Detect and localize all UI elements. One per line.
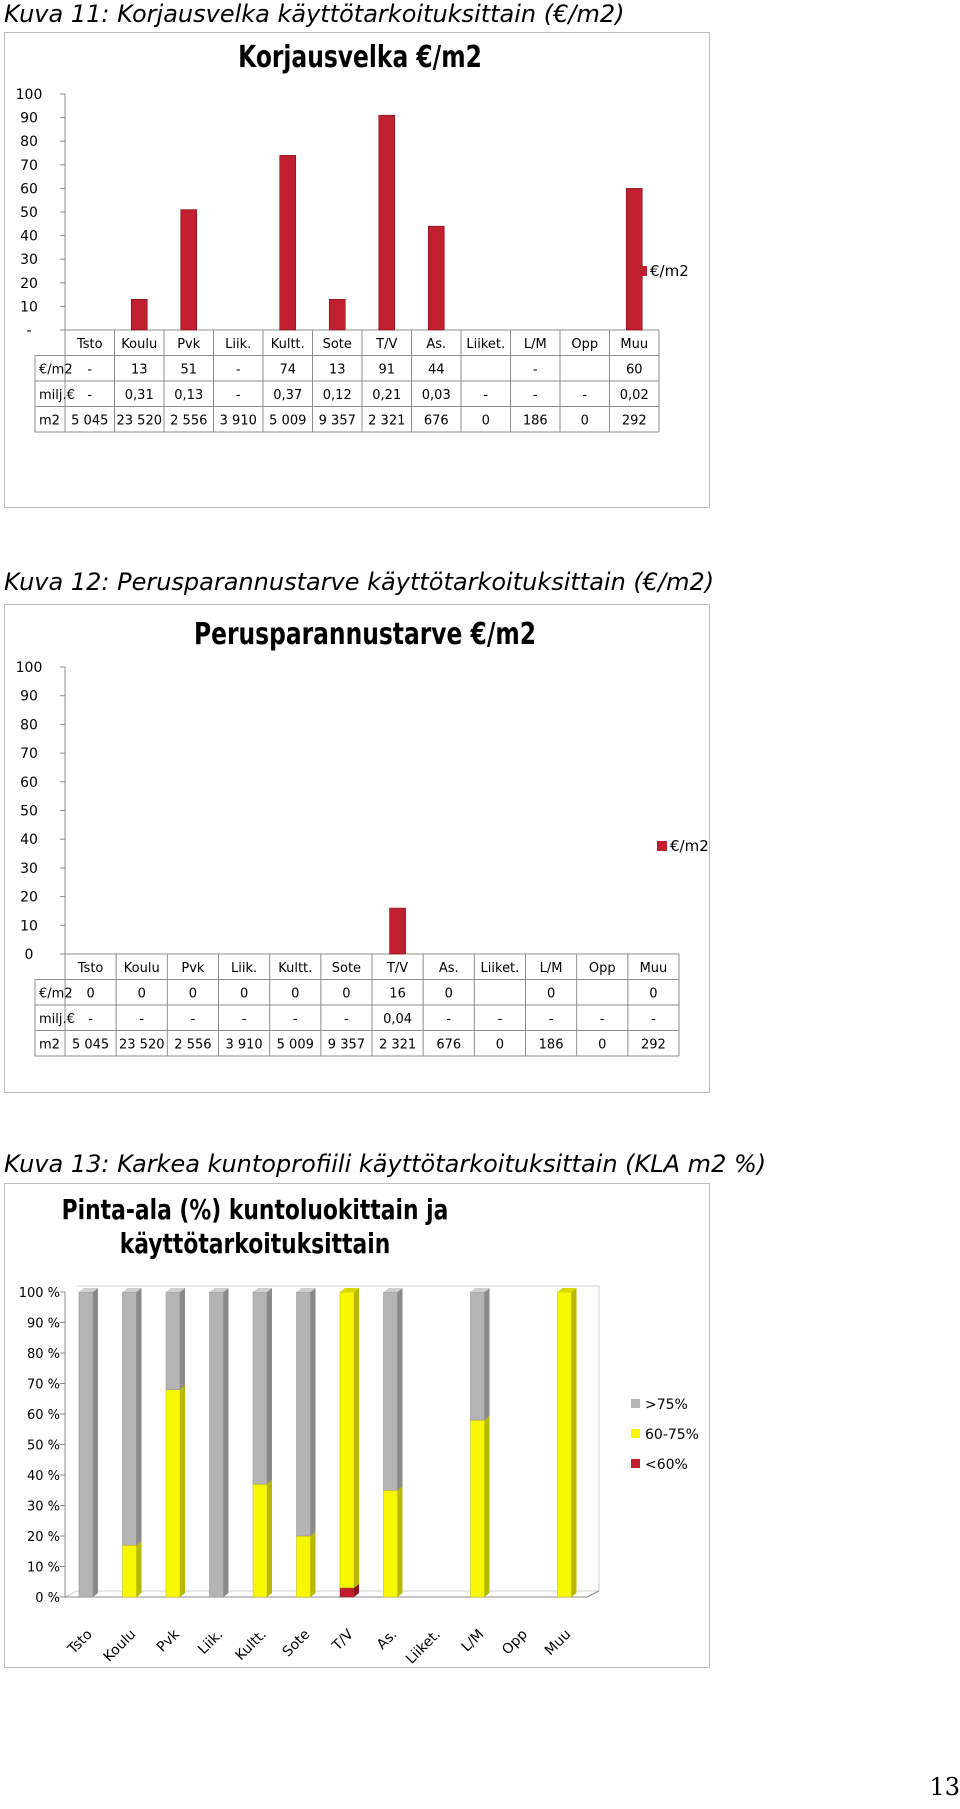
table-cell: 5 009 (269, 413, 307, 429)
y-tick-label: 10 % (26, 1560, 60, 1576)
category-label-pvk: Pvk (153, 1626, 183, 1656)
y-tick-label: 100 (15, 660, 43, 676)
y-tick-label: 0 (24, 947, 34, 963)
bar-sote (329, 299, 345, 330)
table-cell: - (651, 1012, 656, 1027)
table-cell: 51 (180, 362, 198, 378)
table-cell: 2 556 (174, 1037, 212, 1053)
y-tick-label: 20 (20, 889, 38, 906)
table-cell: - (235, 362, 241, 378)
y-tick-label: 70 % (26, 1377, 60, 1393)
bar-t-v (379, 115, 395, 330)
table-cell: 74 (279, 362, 297, 378)
table-cell: 13 (328, 362, 346, 378)
table-cell: 2 556 (170, 413, 208, 429)
table-cell: - (88, 1012, 93, 1027)
chart-perusparannustarve (5, 605, 709, 1092)
y-tick-label: 70 (20, 157, 38, 174)
y-tick-label: 80 (20, 717, 38, 734)
y-tick-label: 30 % (26, 1499, 60, 1515)
category-label-opp: Opp (588, 961, 616, 976)
y-tick-label: 100 (15, 87, 43, 103)
table-cell: 0,12 (322, 388, 352, 403)
category-label-sote: Sote (279, 1626, 314, 1661)
table-cell: - (241, 1012, 247, 1027)
table-cell: - (139, 1012, 145, 1027)
bar-kultt (280, 155, 296, 330)
table-cell: 23 520 (119, 1037, 165, 1053)
table-cell: 2 321 (368, 413, 406, 429)
category-label-kultt: Kultt. (232, 1626, 270, 1664)
category-label-opp: Opp (499, 1626, 531, 1659)
category-label-koulu: Koulu (121, 337, 158, 352)
category-label-koulu: Koulu (123, 961, 160, 976)
y-tick-label: 80 % (26, 1347, 60, 1362)
y-tick-label: 70 (20, 746, 38, 763)
legend-label: 60-75% (645, 1427, 699, 1443)
chart-title-line-2: käyttötarkoituksittain (119, 1227, 391, 1260)
table-cell: 186 (538, 1037, 564, 1053)
y-tick-label: 60 (20, 181, 38, 198)
y-tick-label: 40 (20, 832, 38, 849)
floor-edge (587, 1591, 599, 1597)
table-cell: - (87, 388, 93, 403)
legend-swatch-eur-m2 (657, 841, 667, 851)
table-cell: 9 357 (318, 413, 356, 429)
table-cell: 2 321 (378, 1037, 417, 1053)
legend-label: >75% (645, 1397, 688, 1413)
bar-t-v-alle-60 (340, 1588, 354, 1597)
bar-t-v (390, 908, 406, 954)
y-tick-label: 40 % (26, 1469, 60, 1484)
category-label-as: As. (438, 961, 459, 976)
bar-kultt-60-75-side (267, 1480, 272, 1597)
category-label-liiket: Liiket. (466, 337, 506, 352)
table-cell: 676 (423, 413, 449, 429)
bar-as-yli-75 (384, 1292, 398, 1490)
table-cell: 0,21 (372, 388, 402, 403)
category-label-tsto: Tsto (76, 337, 103, 352)
table-cell: 0 (137, 986, 146, 1002)
bar-pvk-60-75-side (180, 1386, 185, 1597)
table-cell: 0 (239, 986, 249, 1002)
table-cell: 0 (342, 986, 351, 1002)
category-label-sote: Sote (322, 337, 352, 352)
table-cell: 0 (546, 986, 556, 1002)
y-tick-label: - (26, 323, 32, 339)
table-cell: 9 357 (327, 1037, 366, 1053)
bar-l-m-yli-75-side (485, 1288, 490, 1420)
bar-pvk-60-75 (166, 1390, 180, 1597)
table-row-label: milj.€ (39, 1012, 75, 1027)
table-row-label: m2 (39, 1037, 60, 1053)
bar-muu (626, 188, 642, 330)
page-number: 13 (929, 1773, 960, 1801)
table-cell: 186 (522, 413, 548, 429)
category-label-l-m: L/M (539, 961, 563, 976)
figure-caption-13: Kuva 13: Karkea kuntoprofiili käyttötarkoituksittain (KLA m2 %) (4, 1150, 767, 1178)
chart-panel-korjausvelka (4, 32, 710, 508)
bar-pvk-yli-75 (166, 1292, 180, 1390)
table-cell: - (87, 362, 93, 378)
table-cell: 0 (291, 986, 300, 1002)
figure-caption-12: Kuva 12: Perusparannustarve käyttötarkoituksittain (€/m2) (4, 568, 715, 596)
chart-title: Korjausvelka €/m2 (238, 40, 482, 75)
y-tick-label: 20 % (26, 1530, 60, 1545)
category-label-kultt: Kultt. (278, 961, 313, 976)
category-label-l-m: L/M (523, 337, 547, 352)
category-label-liik: Liik. (195, 1626, 227, 1658)
y-tick-label: 30 (20, 252, 38, 269)
y-tick-label: 50 (20, 205, 38, 221)
bar-tsto-yli-75-side (93, 1288, 98, 1597)
table-cell: 0 (444, 986, 453, 1002)
bar-pvk (181, 210, 197, 330)
category-label-as: As. (373, 1626, 401, 1653)
category-label-liiket: Liiket. (480, 961, 520, 976)
table-cell: 0 (495, 1037, 505, 1053)
table-cell: - (190, 1012, 196, 1027)
category-label-t-v: T/V (376, 337, 398, 352)
table-cell: 0 (188, 986, 198, 1002)
bar-t-v-60-75 (340, 1292, 354, 1588)
table-cell: 60 (625, 362, 643, 378)
table-cell: 0,37 (273, 388, 303, 403)
table-cell: - (483, 388, 489, 403)
legend-label: €/m2 (670, 837, 709, 855)
table-cell: - (582, 388, 588, 403)
table-cell: 13 (130, 362, 148, 378)
table-cell: 0 (598, 1037, 607, 1053)
figure-caption-11: Kuva 11: Korjausvelka käyttötarkoituksittain (€/m2) (4, 0, 625, 28)
bar-kultt-yli-75-side (267, 1288, 272, 1484)
table-row-label: m2 (39, 413, 60, 429)
category-label-tsto: Tsto (77, 961, 104, 976)
legend-swatch-yli-75 (631, 1399, 640, 1408)
bar-as (428, 226, 444, 330)
bar-sote-yli-75 (297, 1292, 311, 1536)
category-label-pvk: Pvk (181, 961, 205, 976)
category-label-koulu: Koulu (100, 1626, 140, 1666)
table-cell: 676 (436, 1037, 462, 1053)
table-row-label: €/m2 (39, 986, 73, 1002)
back-wall-floor-line (65, 1591, 599, 1597)
category-label-muu: Muu (620, 337, 649, 352)
legend-swatch-60-75 (631, 1429, 640, 1438)
bar-pvk-yli-75-side (180, 1288, 185, 1390)
y-tick-label: 10 (20, 918, 38, 935)
bar-koulu-yli-75-side (137, 1288, 142, 1545)
category-label-opp: Opp (571, 337, 599, 352)
table-cell: 0 (580, 413, 589, 429)
bar-liik-yli-75 (210, 1292, 224, 1597)
bar-tsto-yli-75 (79, 1292, 93, 1597)
y-tick-label: 10 (20, 299, 38, 316)
table-cell: 5 009 (276, 1037, 314, 1053)
table-cell: 5 045 (71, 1037, 110, 1053)
table-cell: - (532, 362, 538, 378)
y-tick-label: 40 (20, 228, 38, 245)
table-cell: - (548, 1012, 554, 1027)
bar-sote-60-75-side (311, 1532, 316, 1597)
table-cell: - (599, 1012, 605, 1027)
bar-koulu-60-75-side (137, 1541, 142, 1597)
bar-as-yli-75-side (398, 1288, 403, 1490)
table-cell: 0 (86, 986, 95, 1002)
category-label-liik: Liik. (225, 337, 252, 352)
category-label-muu: Muu (541, 1626, 575, 1659)
chart-title: Perusparannustarve €/m2 (193, 617, 537, 652)
y-tick-label: 50 % (26, 1438, 60, 1454)
bar-koulu-yli-75 (123, 1292, 137, 1545)
chart-panel-perusparannustarve (4, 604, 710, 1093)
category-label-tsto: Tsto (65, 1626, 96, 1658)
bar-liik-yli-75-side (224, 1288, 229, 1597)
category-label-l-m: L/M (458, 1626, 488, 1656)
bar-koulu-60-75 (123, 1545, 137, 1597)
y-tick-label: 100 % (18, 1286, 60, 1301)
bar-sote-yli-75-side (311, 1288, 316, 1536)
table-cell: 0 (649, 986, 658, 1002)
bar-kultt-yli-75 (253, 1292, 267, 1484)
category-label-liiket: Liiket. (402, 1626, 444, 1667)
table-cell: 0,31 (124, 388, 154, 403)
bar-as-60-75-side (398, 1486, 403, 1597)
y-tick-label: 90 (20, 110, 38, 127)
table-cell: 292 (641, 1037, 666, 1053)
table-cell: 0,03 (421, 388, 451, 403)
table-row-label: milj.€ (39, 388, 75, 403)
bar-as-60-75 (384, 1490, 398, 1597)
y-tick-label: 20 (20, 275, 38, 292)
category-label-as: As. (426, 337, 447, 352)
bar-l-m-60-75-side (485, 1416, 490, 1597)
table-cell: 5 045 (71, 413, 109, 429)
table-cell: - (532, 388, 538, 403)
y-tick-label: 30 (20, 860, 38, 877)
legend-label: <60% (645, 1457, 688, 1473)
table-cell: 3 910 (219, 413, 257, 429)
category-label-kultt: Kultt. (270, 337, 305, 352)
bar-koulu (131, 299, 147, 330)
table-cell: 16 (389, 986, 406, 1002)
table-row-label: €/m2 (39, 362, 73, 378)
chart-title-line-1: Pinta-ala (%) kuntoluokittain ja (61, 1193, 449, 1226)
table-cell: 0,04 (383, 1012, 413, 1027)
table-cell: - (235, 388, 241, 403)
table-cell: 0 (481, 413, 490, 429)
bar-l-m-60-75 (471, 1420, 485, 1597)
table-cell: 23 520 (116, 413, 162, 429)
category-label-muu: Muu (639, 961, 668, 976)
category-label-liik: Liik. (231, 961, 258, 976)
table-cell: - (446, 1012, 452, 1027)
bar-t-v-60-75-side (354, 1288, 359, 1588)
y-tick-label: 0 % (35, 1591, 60, 1606)
table-cell: - (497, 1012, 503, 1027)
y-tick-label: 90 % (26, 1316, 60, 1332)
table-cell: 91 (378, 362, 396, 378)
bar-muu-60-75 (558, 1292, 572, 1597)
y-tick-label: 60 % (26, 1408, 60, 1423)
table-cell: 292 (621, 413, 647, 429)
legend-label: €/m2 (650, 262, 689, 280)
category-label-t-v: T/V (329, 1626, 357, 1654)
table-cell: 0,13 (174, 388, 204, 403)
category-label-t-v: T/V (386, 961, 409, 976)
category-label-sote: Sote (331, 961, 362, 976)
y-tick-label: 80 (20, 134, 38, 151)
y-tick-label: 90 (20, 688, 38, 705)
chart-panel-kuntoprofiili (4, 1183, 710, 1668)
y-tick-label: 50 (20, 803, 38, 820)
category-label-pvk: Pvk (177, 337, 201, 352)
table-cell: - (292, 1012, 298, 1027)
bar-sote-60-75 (297, 1536, 311, 1597)
legend-swatch-eur-m2 (637, 266, 647, 276)
table-cell: 0,02 (619, 388, 649, 403)
table-cell: 3 910 (225, 1037, 263, 1053)
bar-kultt-60-75 (253, 1484, 267, 1597)
bar-l-m-yli-75 (471, 1292, 485, 1420)
chart-korjausvelka (5, 33, 709, 507)
y-tick-label: 60 (20, 774, 38, 791)
chart-kuntoprofiili (5, 1184, 709, 1667)
legend-swatch-alle-60 (631, 1459, 640, 1468)
bar-muu-60-75-side (572, 1288, 577, 1597)
table-cell: 44 (427, 362, 445, 378)
table-cell: - (344, 1012, 349, 1027)
